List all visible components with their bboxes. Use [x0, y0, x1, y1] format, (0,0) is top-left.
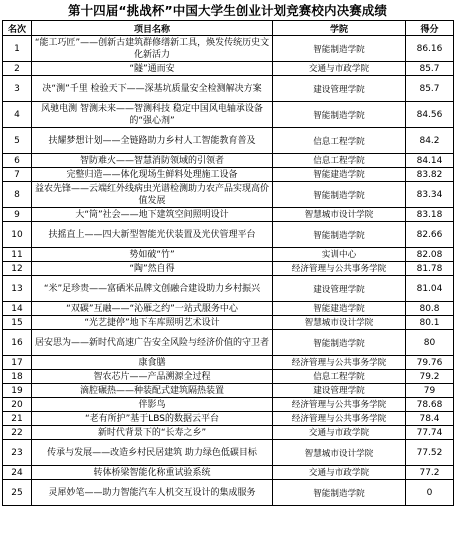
rank-cell: 10 — [3, 222, 32, 248]
school-cell: 智能制造学院 — [273, 36, 406, 62]
rank-cell: 11 — [3, 248, 32, 262]
school-cell: 智能建造学院 — [273, 168, 406, 182]
school-cell: 建设管理学院 — [273, 276, 406, 302]
score-cell: 77.2 — [406, 466, 454, 480]
rank-cell: 19 — [3, 384, 32, 398]
project-cell: “隧”通而安 — [32, 62, 273, 76]
school-cell: 交通与市政学院 — [273, 62, 406, 76]
table-row — [3, 330, 454, 356]
school-cell: 智能制造学院 — [273, 330, 406, 356]
score-cell: 84.14 — [406, 154, 454, 168]
school-cell: 交通与市政学院 — [273, 426, 406, 440]
table-row — [3, 370, 454, 384]
school-cell: 经济管理与公共事务学院 — [273, 262, 406, 276]
rank-cell: 3 — [3, 76, 32, 102]
school-cell: 信息工程学院 — [273, 370, 406, 384]
table-row — [3, 480, 454, 506]
project-cell: 新时代背景下的“长寿之乡” — [32, 426, 273, 440]
project-cell: “陶”然自得 — [32, 262, 273, 276]
page-title: 第十四届“挑战杯”中国大学生创业计划竞赛校内决赛成绩 — [67, 3, 388, 18]
column-header-school: 学院 — [273, 21, 406, 36]
score-cell: 85.7 — [406, 76, 454, 102]
table-row — [3, 76, 454, 102]
rank-cell: 1 — [3, 36, 32, 62]
rank-cell: 16 — [3, 330, 32, 356]
score-cell: 79.76 — [406, 356, 454, 370]
table-row — [3, 466, 454, 480]
school-cell: 智能制造学院 — [273, 480, 406, 506]
table-row — [3, 440, 454, 466]
results-table — [2, 20, 454, 506]
score-cell: 80.8 — [406, 302, 454, 316]
project-cell: “老有所护”基于LBS的数据云平台 — [32, 412, 273, 426]
score-cell: 86.16 — [406, 36, 454, 62]
school-cell: 实训中心 — [273, 248, 406, 262]
school-cell: 智能制造学院 — [273, 102, 406, 128]
project-cell: “米”足珍贵——富硒米品牌文创融合建设助力乡村振兴 — [32, 276, 273, 302]
school-cell: 建设管理学院 — [273, 76, 406, 102]
table-row — [3, 154, 454, 168]
rank-cell: 25 — [3, 480, 32, 506]
rank-cell: 18 — [3, 370, 32, 384]
score-cell: 78.4 — [406, 412, 454, 426]
score-cell: 83.18 — [406, 208, 454, 222]
rank-cell: 13 — [3, 276, 32, 302]
score-cell: 85.7 — [406, 62, 454, 76]
table-row — [3, 276, 454, 302]
project-cell: 智防难火——智慧消防领域的引领者 — [32, 154, 273, 168]
table-row — [3, 398, 454, 412]
score-cell: 81.04 — [406, 276, 454, 302]
rank-cell: 6 — [3, 154, 32, 168]
school-cell: 交通与市政学院 — [273, 466, 406, 480]
score-cell: 0 — [406, 480, 454, 506]
table-row — [3, 356, 454, 370]
table-row — [3, 222, 454, 248]
table-row — [3, 128, 454, 154]
column-header-project: 项目名称 — [32, 21, 273, 36]
score-cell: 77.74 — [406, 426, 454, 440]
school-cell: 经济管理与公共事务学院 — [273, 356, 406, 370]
project-cell: 居安思为——新时代高速广告安全风险与经济价值的守卫者 — [32, 330, 273, 356]
column-header-score: 得分 — [406, 21, 454, 36]
school-cell: 智慧城市设计学院 — [273, 316, 406, 330]
rank-cell: 12 — [3, 262, 32, 276]
table-row — [3, 182, 454, 208]
school-cell: 智能建造学院 — [273, 302, 406, 316]
school-cell: 经济管理与公共事务学院 — [273, 412, 406, 426]
project-cell: 决“测”千里 检验天下——深基坑质量安全检测解决方案 — [32, 76, 273, 102]
project-cell: 益农先锋——云端红外线病虫光谱检测助力农产品实现高价值发展 — [32, 182, 273, 208]
project-cell: 滴腔碾热——种装配式建筑隔热装置 — [32, 384, 273, 398]
table-row — [3, 302, 454, 316]
school-cell: 信息工程学院 — [273, 154, 406, 168]
rank-cell: 21 — [3, 412, 32, 426]
project-cell: 灵犀妙笔——助力智能汽车人机交互设计的集成服务 — [32, 480, 273, 506]
score-cell: 79 — [406, 384, 454, 398]
table-row — [3, 262, 454, 276]
score-cell: 82.66 — [406, 222, 454, 248]
project-cell: 智农芯片——产品溯源全过程 — [32, 370, 273, 384]
school-cell: 经济管理与公共事务学院 — [273, 398, 406, 412]
score-cell: 82.08 — [406, 248, 454, 262]
project-cell: 风驰电测 智测未来——智测科技 稳定中国风电轴承设备的“强心剂” — [32, 102, 273, 128]
project-cell: “双碳”互融——“沁雁之约”一站式服务中心 — [32, 302, 273, 316]
rank-cell: 23 — [3, 440, 32, 466]
school-cell: 建设管理学院 — [273, 384, 406, 398]
rank-cell: 20 — [3, 398, 32, 412]
table-row — [3, 208, 454, 222]
rank-cell: 9 — [3, 208, 32, 222]
score-cell: 83.34 — [406, 182, 454, 208]
table-row — [3, 62, 454, 76]
project-cell: 扶摇直上——四大新型智能光伏装置及光伏管理平台 — [32, 222, 273, 248]
score-cell: 84.56 — [406, 102, 454, 128]
table-row — [3, 384, 454, 398]
score-cell: 80 — [406, 330, 454, 356]
score-cell: 78.68 — [406, 398, 454, 412]
score-cell: 80.1 — [406, 316, 454, 330]
score-cell: 84.2 — [406, 128, 454, 154]
project-cell: 扶耀梦想计划——全链路助力乡村人工智能教育普及 — [32, 128, 273, 154]
project-cell: 传承与发展——改造乡村民居建筑 助力绿色低碳目标 — [32, 440, 273, 466]
project-cell: 大“筒”社会——地下建筑空间照明设计 — [32, 208, 273, 222]
rank-cell: 2 — [3, 62, 32, 76]
school-cell: 智能制造学院 — [273, 182, 406, 208]
rank-cell: 7 — [3, 168, 32, 182]
project-cell: 完整归造——体化现场生鲜料处理施工设备 — [32, 168, 273, 182]
table-row — [3, 36, 454, 62]
rank-cell: 14 — [3, 302, 32, 316]
table-row — [3, 102, 454, 128]
rank-cell: 24 — [3, 466, 32, 480]
project-cell: 伴影鸟 — [32, 398, 273, 412]
rank-cell: 22 — [3, 426, 32, 440]
school-cell: 信息工程学院 — [273, 128, 406, 154]
project-cell: 转体桥梁智能化称重试验系统 — [32, 466, 273, 480]
table-row — [3, 426, 454, 440]
table-row — [3, 248, 454, 262]
rank-cell: 17 — [3, 356, 32, 370]
rank-cell: 8 — [3, 182, 32, 208]
score-cell: 77.52 — [406, 440, 454, 466]
rank-cell: 15 — [3, 316, 32, 330]
score-cell: 81.78 — [406, 262, 454, 276]
score-cell: 83.82 — [406, 168, 454, 182]
project-cell: “光艺捷停”地下车库照明艺术设计 — [32, 316, 273, 330]
project-cell: “能工巧匠”——创新古建筑群修缮新工具，焕发传统历史文化新活力 — [32, 36, 273, 62]
table-row — [3, 316, 454, 330]
rank-cell: 5 — [3, 128, 32, 154]
project-cell: 康食膳 — [32, 356, 273, 370]
score-cell: 79.2 — [406, 370, 454, 384]
column-header-rank: 名次 — [3, 21, 32, 36]
school-cell: 智慧城市设计学院 — [273, 208, 406, 222]
rank-cell: 4 — [3, 102, 32, 128]
table-row — [3, 412, 454, 426]
school-cell: 智慧城市设计学院 — [273, 440, 406, 466]
school-cell: 智能制造学院 — [273, 222, 406, 248]
header-row — [3, 21, 454, 36]
project-cell: 势如破“竹” — [32, 248, 273, 262]
table-row — [3, 168, 454, 182]
